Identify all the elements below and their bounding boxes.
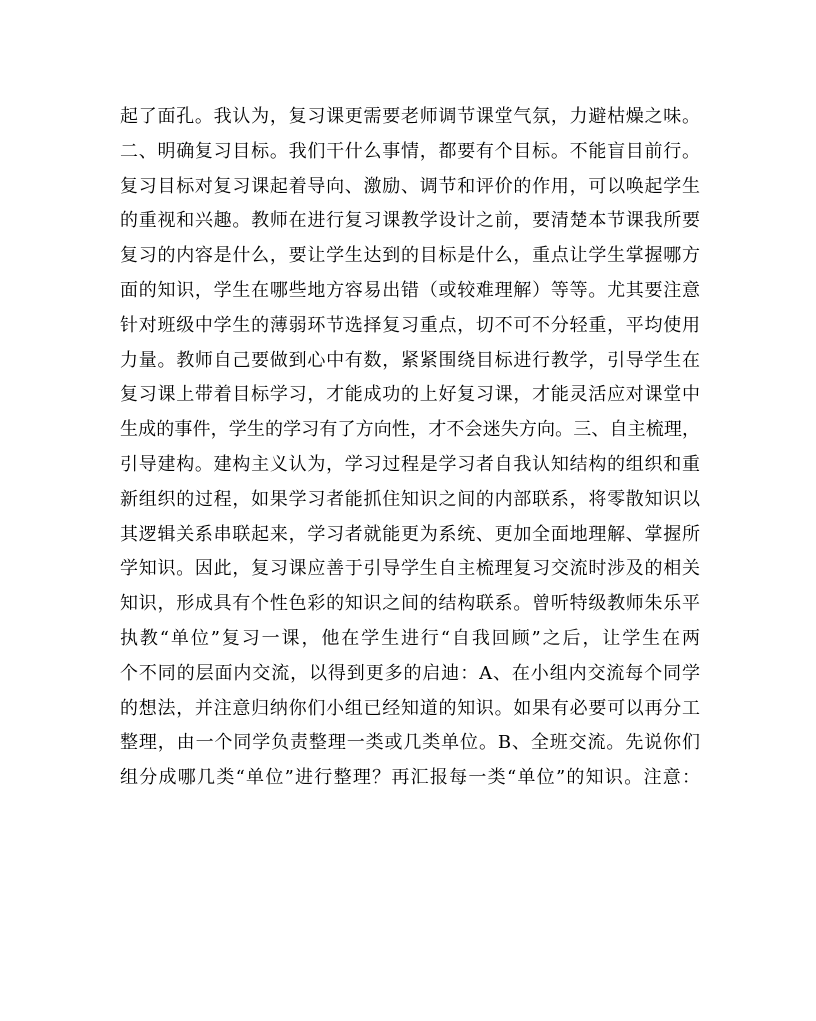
text-line: 的想法，并注意归纳你们小组已经知道的知识。如果有必要可以再分工 [120,697,700,719]
text-line: 引导建构。建构主义认为，学习过程是学习者自我认知结构的组织和重 [120,453,700,475]
text-line: 学知识。因此，复习课应善于引导学生自主梳理复习交流时涉及的相关 [120,558,700,580]
text-line: 针对班级中学生的薄弱环节选择复习重点，切不可不分轻重，平均使用 [120,314,700,336]
text-line: 新组织的过程，如果学习者能抓住知识之间的内部联系，将零散知识以 [120,488,700,510]
text-line: 知识，形成具有个性色彩的知识之间的结构联系。曾听特级教师朱乐平 [120,593,700,615]
text-line: 二、明确复习目标。我们干什么事情，都要有个目标。不能盲目前行。 [120,140,700,162]
text-line: 复习的内容是什么，要让学生达到的目标是什么，重点让学生掌握哪方 [120,245,700,267]
body-text [120,100,700,796]
text-line: 执教“单位”复习一课，他在学生进行“自我回顾”之后，让学生在两 [120,627,700,649]
text-line: 力量。教师自己要做到心中有数，紧紧围绕目标进行教学，引导学生在 [120,349,700,371]
text-line: 面的知识，学生在哪些地方容易出错（或较难理解）等等。尤其要注意 [120,279,700,301]
text-line: 组分成哪几类“单位”进行整理？再汇报每一类“单位”的知识。注意： [120,767,700,789]
text-line: 生成的事件，学生的学习有了方向性，才不会迷失方向。三、自主梳理， [120,419,700,441]
text-line: 的重视和兴趣。教师在进行复习课教学设计之前，要清楚本节课我所要 [120,210,700,232]
text-line: 其逻辑关系串联起来，学习者就能更为系统、更加全面地理解、掌握所 [120,523,700,545]
text-line: 整理，由一个同学负责整理一类或几类单位。B、全班交流。先说你们 [120,732,700,754]
text-line: 复习目标对复习课起着导向、激励、调节和评价的作用，可以唤起学生 [120,175,700,197]
text-line: 个不同的层面内交流，以得到更多的启迪：A、在小组内交流每个同学 [120,662,700,684]
text-line: 复习课上带着目标学习，才能成功的上好复习课，才能灵活应对课堂中 [120,384,700,406]
text-line: 起了面孔。我认为，复习课更需要老师调节课堂气氛，力避枯燥之味。 [120,106,700,127]
